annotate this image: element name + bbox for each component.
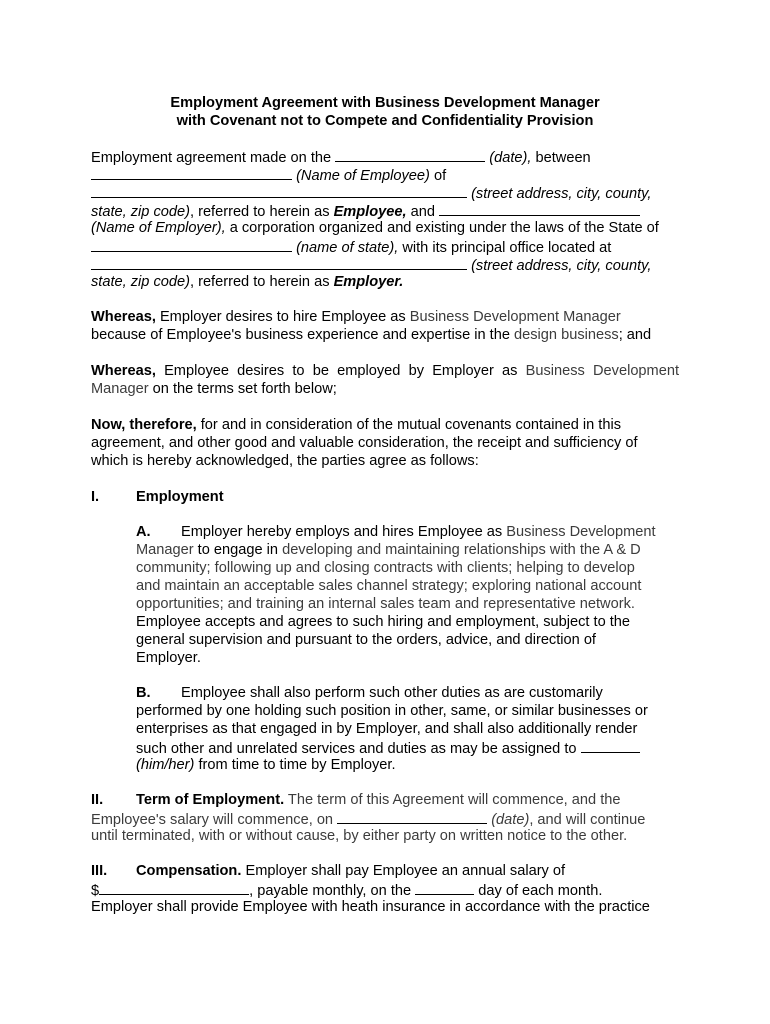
document-title-line-2: with Covenant not to Compete and Confidentiality Provision	[176, 113, 594, 129]
subsection-text: Employee accepts and agrees to such hiring and employment, subject to the	[136, 614, 631, 630]
section-heading: Employment	[136, 489, 224, 505]
business-field: design business	[514, 327, 619, 343]
subsection-label: B.	[136, 685, 151, 701]
section-2-paragraph	[91, 791, 691, 845]
subsection-text: such other and unrelated services and duties as may be assigned to	[136, 741, 577, 757]
intro-text: a corporation organized and existing under the laws of the State of	[229, 220, 659, 236]
duties-text: developing and maintaining relationships with the A & D	[282, 542, 641, 558]
subsection-label: A.	[136, 524, 151, 540]
now-therefore-text: which is hereby acknowledged, the parties agree as follows:	[91, 453, 479, 469]
intro-text: with its principal office located at	[402, 240, 612, 256]
employee-name-label: (Name of Employee)	[296, 168, 430, 184]
employee-address-label-cont: state, zip code)	[91, 204, 190, 220]
state-label: (name of state),	[296, 240, 399, 256]
section-text: until terminated, with or without cause, by either party on written notice to the other.	[91, 828, 628, 844]
whereas-text: because of Employee's business experience and expertise in the	[91, 327, 510, 343]
subsection-text: Employer.	[136, 650, 201, 666]
now-therefore-text: for and in consideration of the mutual covenants contained in this	[200, 417, 621, 433]
section-text: day of each month.	[478, 883, 603, 899]
pronoun-label: (him/her)	[136, 757, 195, 773]
employee-term: Employee,	[333, 204, 407, 220]
section-number: III.	[91, 863, 108, 879]
state-blank[interactable]	[91, 237, 292, 252]
pronoun-blank[interactable]	[581, 738, 640, 753]
role-name-cont: Manager	[91, 381, 149, 397]
employer-address-blank[interactable]	[91, 255, 467, 270]
whereas-text: ; and	[618, 327, 652, 343]
section-heading: Compensation.	[136, 863, 242, 879]
role-name: Business Development	[506, 524, 656, 540]
subsection-text: Employee shall also perform such other duties as are customarily	[181, 685, 603, 701]
pay-day-blank[interactable]	[415, 880, 474, 895]
employee-address-blank[interactable]	[91, 183, 467, 198]
section-text: , payable monthly, on the	[249, 883, 412, 899]
whereas-lead: Whereas,	[91, 363, 156, 379]
role-name: Business Development Manager	[409, 309, 621, 325]
section-3-paragraph	[91, 862, 691, 916]
employee-name-blank[interactable]	[91, 165, 292, 180]
whereas-paragraph-2	[91, 362, 691, 398]
whereas-text: Employer desires to hire Employee as	[159, 309, 406, 325]
section-text: Employer shall pay Employee an annual salary of	[245, 863, 566, 879]
employer-name-blank[interactable]	[439, 201, 640, 216]
salary-blank[interactable]	[99, 880, 249, 895]
whereas-text: Employee desires to be employed by Employer as	[164, 363, 518, 379]
section-number: II.	[91, 792, 104, 808]
intro-text: , referred to herein as	[189, 204, 330, 220]
dollar-sign: $	[91, 883, 100, 899]
subsection-text: to engage in	[197, 542, 279, 558]
employer-address-label: (street address, city, county,	[471, 258, 652, 274]
whereas-paragraph-1	[91, 308, 691, 344]
section-1-heading	[91, 488, 691, 506]
intro-text: and	[410, 204, 435, 220]
now-therefore-lead: Now, therefore,	[91, 417, 197, 433]
start-date-blank[interactable]	[337, 809, 487, 824]
duties-text: opportunities; and training an internal sales team and representative network.	[136, 596, 635, 612]
section-text: The term of this Agreement will commence, and the	[287, 792, 621, 808]
duties-text: and maintain an acceptable sales channel strategy; exploring national account	[136, 578, 642, 594]
date-label: (date),	[489, 150, 532, 166]
intro-text: between	[535, 150, 591, 166]
whereas-lead: Whereas,	[91, 309, 156, 325]
whereas-text: on the terms set forth below;	[152, 381, 337, 397]
role-name: Business Development	[525, 363, 679, 379]
employer-name-label: (Name of Employer),	[91, 220, 226, 236]
employee-address-label: (street address, city, county,	[471, 186, 652, 202]
employer-address-label-cont: state, zip code)	[91, 274, 190, 290]
subsection-text: general supervision and pursuant to the orders, advice, and direction of	[136, 632, 596, 648]
subsection-text: Employer hereby employs and hires Employee as	[181, 524, 503, 540]
section-text: , and will continue	[529, 812, 646, 828]
date-blank[interactable]	[335, 147, 485, 162]
subsection-text: performed by one holding such position in other, same, or similar businesses or	[136, 703, 648, 719]
start-date-label: (date)	[491, 812, 530, 828]
document-title-line-1: Employment Agreement with Business Development Manager	[170, 95, 600, 111]
intro-text: of	[433, 168, 447, 184]
subsection-text: from time to time by Employer.	[198, 757, 396, 773]
section-1b-paragraph	[136, 684, 696, 774]
intro-paragraph	[91, 147, 691, 291]
now-therefore-paragraph	[91, 416, 691, 470]
role-name-cont: Manager	[136, 542, 194, 558]
intro-text: , referred to herein as	[189, 274, 330, 290]
section-number: I.	[91, 489, 100, 505]
section-text: Employee's salary will commence, on	[91, 812, 334, 828]
section-1a-paragraph	[136, 523, 696, 667]
section-heading: Term of Employment.	[136, 792, 285, 808]
employer-term: Employer.	[333, 274, 404, 290]
now-therefore-text: agreement, and other good and valuable consideration, the receipt and sufficiency of	[91, 435, 638, 451]
intro-text: Employment agreement made on the	[91, 150, 332, 166]
section-text: Employer shall provide Employee with heath insurance in accordance with the practice	[91, 899, 650, 915]
subsection-text: enterprises as that engaged in by Employer, and shall also additionally render	[136, 721, 638, 737]
duties-text: community; following up and closing contracts with clients; helping to develop	[136, 560, 635, 576]
